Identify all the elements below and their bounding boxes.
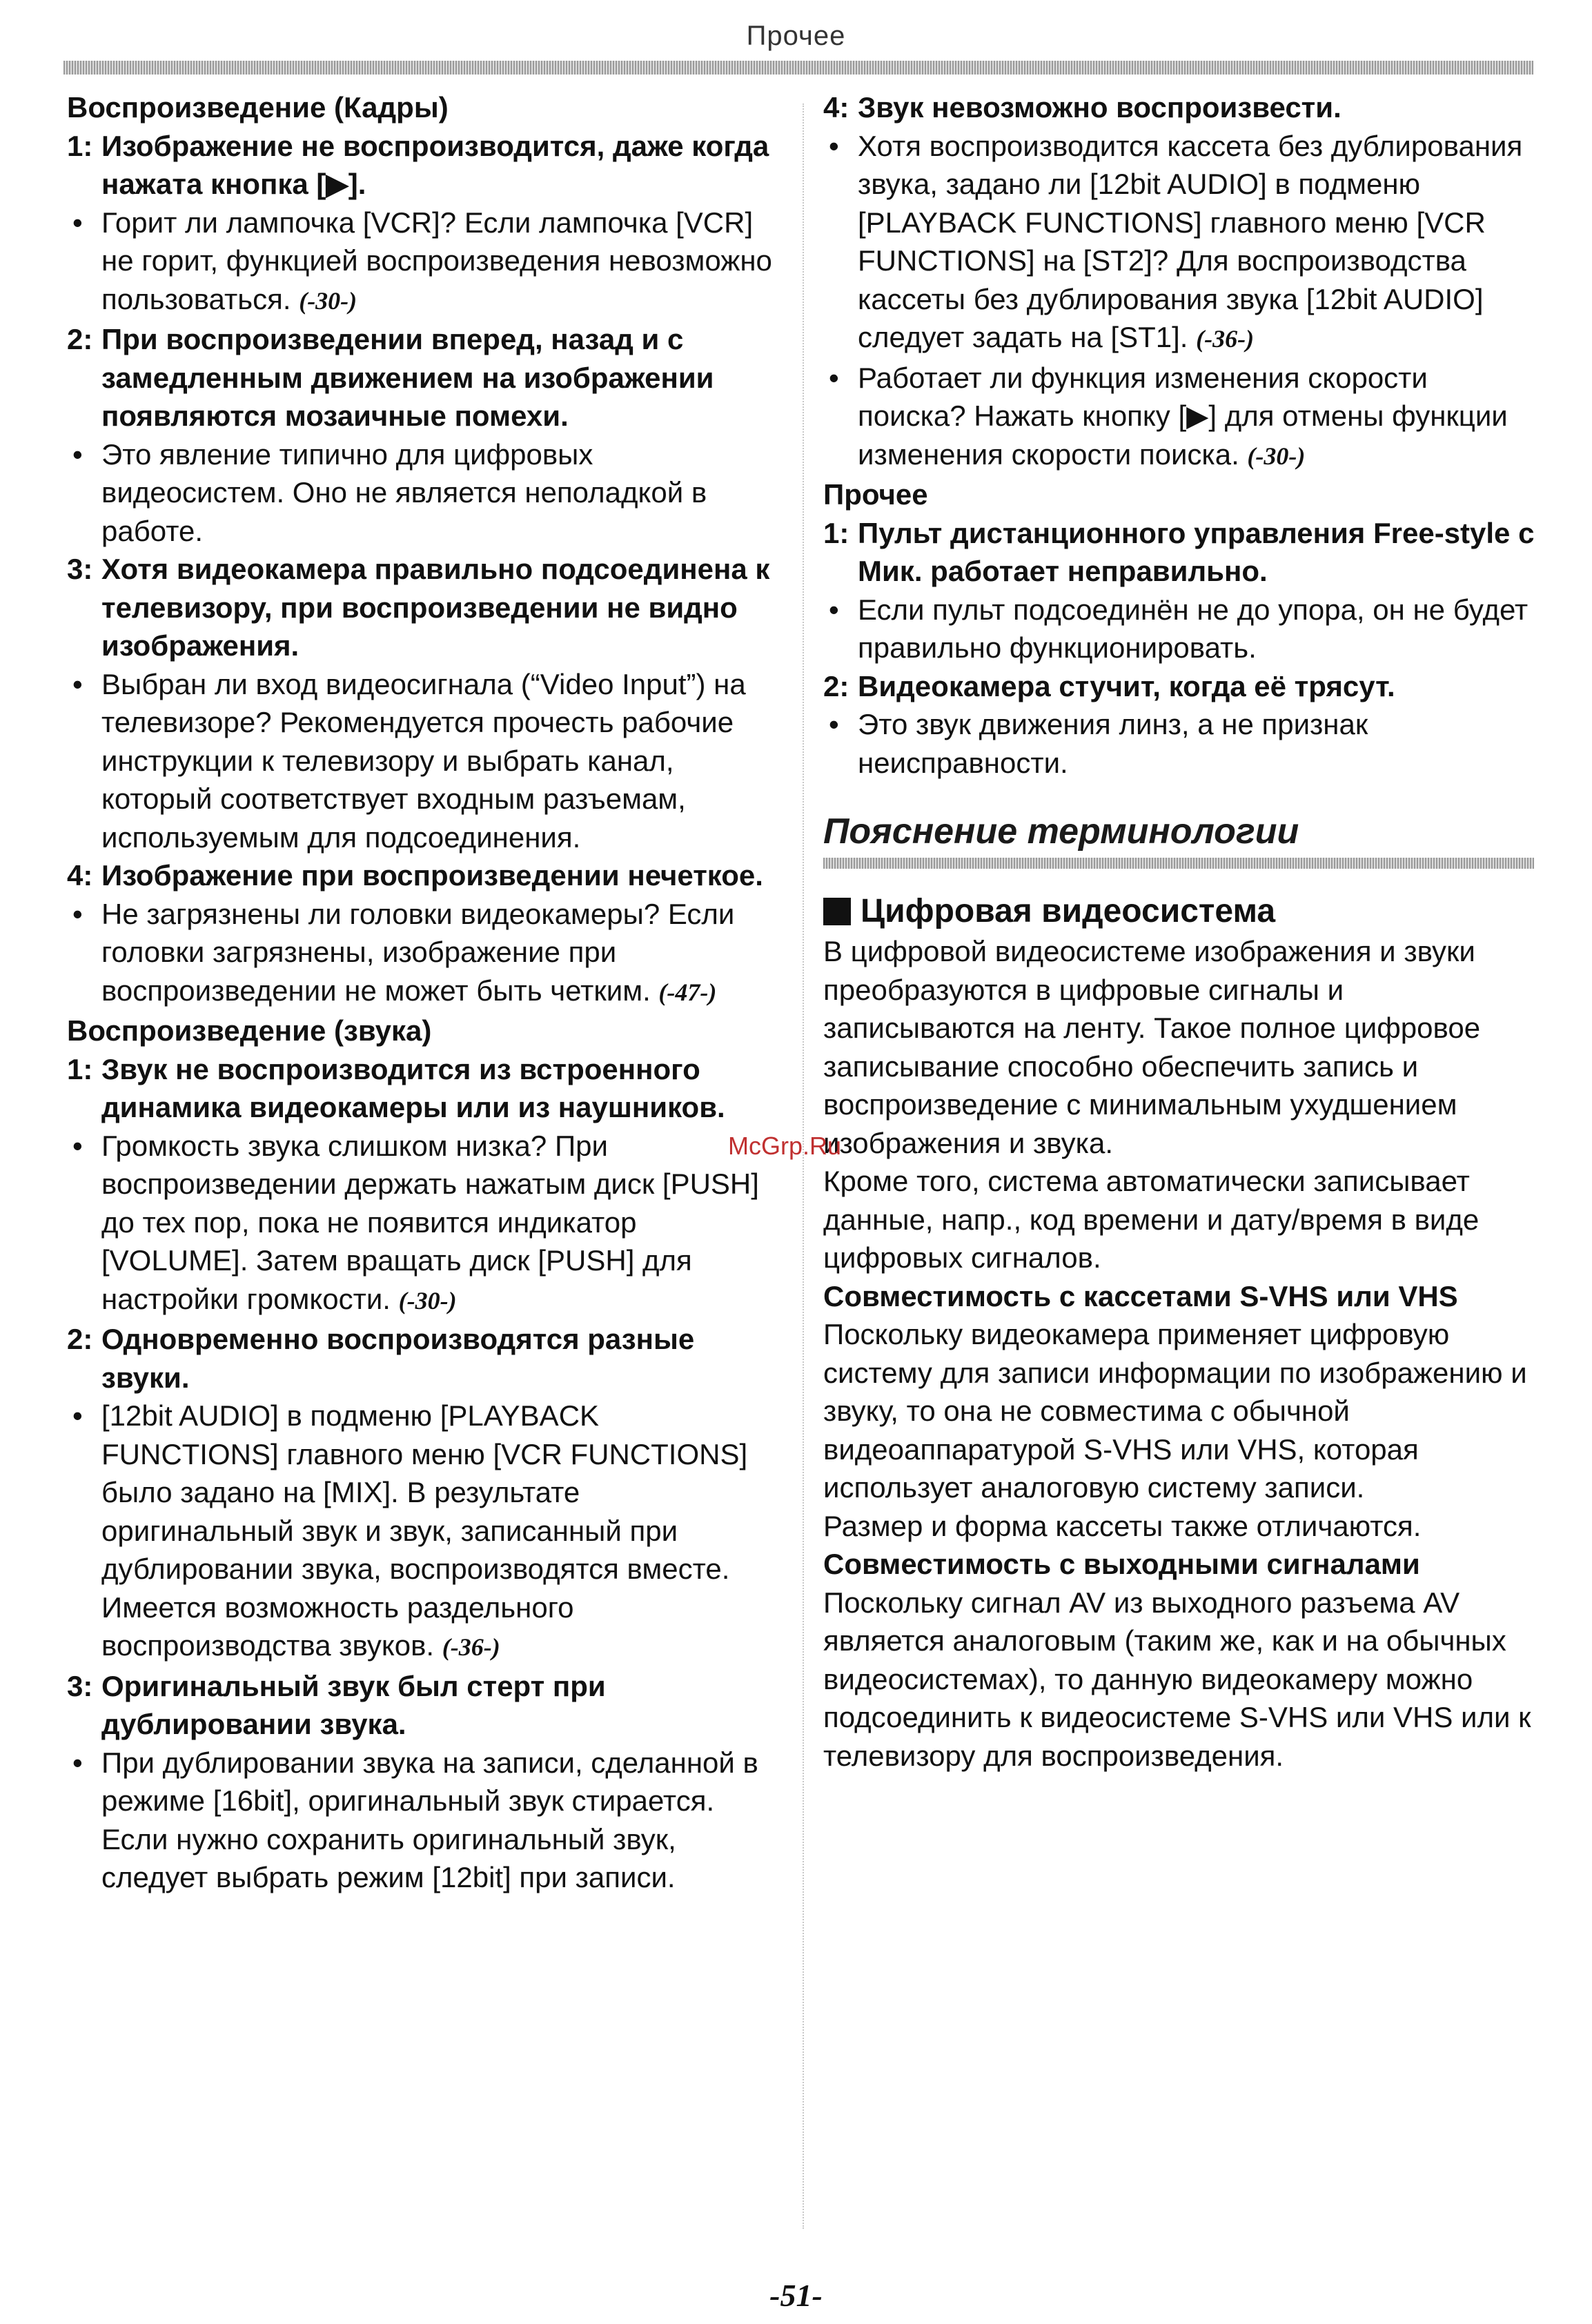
bullet-icon: • [72, 437, 83, 471]
question-number: 4: [67, 859, 93, 892]
watermark-text: McGrp.Ru [728, 1132, 842, 1160]
answer-text [858, 591, 1541, 667]
question-text: Звук не воспроизводится из встроенного динамика видеокамеры или из наушников. [101, 1052, 725, 1123]
answer-bullet [823, 127, 1541, 359]
question-item [67, 320, 778, 435]
answer-body: При дублировании звука на записи, сделанной в режиме [16bit], оригинальный звук стирается. Если нужно сохранить оригинальный звук, следует выбрать режим [12bit] при записи. [101, 1746, 758, 1893]
answer-body: Это явление типично для цифровых видеосистем. Оно не является неполадкой в работе. [101, 437, 707, 547]
section-heading: Совместимость с кассетами S-VHS или VHS [823, 1279, 1458, 1312]
question-item [67, 856, 778, 895]
answer-text [858, 127, 1541, 359]
bullet-icon: • [72, 1746, 83, 1779]
question-text: Видеокамера стучит, когда её трясут. [858, 669, 1395, 702]
answer-bullet [67, 665, 778, 857]
question-item [823, 667, 1541, 706]
glossary-subhead [823, 891, 1541, 932]
bullet-icon: • [72, 1129, 83, 1162]
question-number: 2: [67, 323, 93, 355]
troubleshooting-continued [823, 88, 1541, 782]
answer-bullet [823, 591, 1541, 667]
section-heading: Воспроизведение (звука) [67, 1014, 432, 1047]
question-item [823, 514, 1541, 591]
bullet-icon: • [829, 593, 839, 626]
answer-body: Громкость звука слишком низка? При воспроизведении держать нажатым диск [PUSH] до тех пор, пока не появится индикатор [VOLUME]. Затем вращать диск [PUSH] для настройки громкости. [101, 1129, 759, 1315]
question-text: Изображение не воспроизводится, даже когда нажата кнопка [▶]. [101, 129, 769, 200]
answer-body: Если пульт подсоединён не до упора, он не будет правильно функционировать. [858, 593, 1529, 664]
bullet-icon: • [72, 667, 83, 700]
right-column [823, 88, 1541, 1775]
paragraph: Кроме того, система автоматически записывает данные, напр., код времени и дату/время в виде цифровых сигналов. [823, 1165, 1480, 1274]
section-heading: Воспроизведение (Кадры) [67, 91, 449, 124]
question-text: Изображение при воспроизведении нечеткое. [101, 859, 763, 892]
paragraph: В цифровой видеосистеме изображения и звуки преобразуются в цифровые сигналы и записываются на ленту. Такое полное цифровое записывание способно обеспечить запись и воспроизведение с минимальным ухудшением изображения и звука. [823, 935, 1481, 1159]
bullet-icon: • [72, 1399, 83, 1432]
question-text: Оригинальный звук был стерт при дублировании звука. [101, 1669, 606, 1740]
answer-body: Работает ли функция изменения скорости поиска? Нажать кнопку [▶] для отмены функции изменения скорости поиска. [858, 361, 1508, 471]
page-reference: (-36-) [442, 1633, 500, 1661]
question-item [67, 550, 778, 665]
answer-text [101, 435, 778, 551]
question-number: 2: [67, 1323, 93, 1355]
question-number: 1: [67, 129, 93, 162]
paragraph: Размер и форма кассеты также отличаются. [823, 1509, 1422, 1542]
bullet-icon: • [829, 708, 839, 740]
paragraph: Поскольку видеокамера применяет цифровую систему для записи информации по изображению и звуку, то она не совместима с обычной видеоаппаратурой S-VHS или VHS, которая использует аналоговую систему записи. [823, 1318, 1527, 1504]
answer-body: Это звук движения линз, а не признак неисправности. [858, 708, 1368, 779]
glossary-subhead-text: Цифровая видеосистема [861, 893, 1276, 929]
answer-text [101, 1744, 778, 1897]
page-reference: (-30-) [398, 1286, 457, 1314]
left-column [67, 88, 778, 1897]
bullet-icon: • [829, 361, 839, 394]
answer-text [101, 204, 778, 321]
answer-body: Не загрязнены ли головки видеокамеры? Если головки загрязнены, изображение при воспроизведении не может быть четким. [101, 897, 735, 1007]
answer-text [858, 705, 1541, 782]
answer-bullet [823, 359, 1541, 476]
question-text: При воспроизведении вперед, назад и с замедленным движением на изображении появляются мозаичные помехи. [101, 323, 714, 432]
question-number: 2: [823, 669, 849, 702]
question-number: 4: [823, 91, 849, 124]
question-item [67, 127, 778, 204]
question-number: 3: [67, 553, 93, 585]
page-reference: (-30-) [299, 286, 357, 315]
question-text: Звук невозможно воспроизвести. [858, 91, 1342, 124]
header-decorative-band [63, 61, 1533, 75]
question-item [67, 1050, 778, 1127]
answer-bullet [67, 1397, 778, 1667]
answer-text [101, 1127, 778, 1321]
answer-text [101, 665, 778, 857]
question-item [823, 88, 1541, 127]
answer-text [858, 359, 1541, 476]
section-heading: Совместимость с выходными сигналами [823, 1548, 1420, 1580]
answer-text [101, 895, 778, 1012]
question-item [67, 1320, 778, 1397]
question-number: 1: [67, 1052, 93, 1085]
answer-bullet [67, 204, 778, 321]
question-text: Пульт дистанционного управления Free-style с Мик. работает неправильно. [858, 516, 1535, 587]
page-reference: (-30-) [1247, 442, 1306, 470]
question-number: 3: [67, 1669, 93, 1702]
answer-body: Горит ли лампочка [VCR]? Если лампочка [VCR] не горит, функцией воспроизведения невозможно пользоваться. [101, 206, 772, 315]
column-divider [803, 104, 804, 2229]
glossary-title: Пояснение терминологии [823, 811, 1299, 851]
bullet-icon: • [72, 897, 83, 930]
glossary-body [823, 932, 1541, 1775]
answer-text [101, 1397, 778, 1667]
glossary-decorative-band [823, 858, 1534, 869]
section-header-title: Прочее [746, 21, 846, 51]
answer-bullet [823, 705, 1541, 782]
answer-body: Хотя воспроизводится кассета без дублирования звука, задано ли [12bit AUDIO] в подменю [PLAYBACK FUNCTIONS] главного меню [VCR FUNCTIONS] на [ST2]? Для воспроизводства кассеты без дублирования звука [12bit AUDIO] следует задать на [ST1]. [858, 129, 1523, 353]
bullet-icon: • [829, 129, 839, 162]
question-text: Хотя видеокамера правильно подсоединена к телевизору, при воспроизведении не видно изображения. [101, 553, 770, 662]
bullet-icon: • [72, 206, 83, 239]
answer-bullet [67, 895, 778, 1012]
section-heading: Прочее [823, 478, 928, 511]
question-item [67, 1667, 778, 1744]
answer-bullet [67, 1744, 778, 1897]
question-number: 1: [823, 516, 849, 549]
answer-body: [12bit AUDIO] в подменю [PLAYBACK FUNCTIONS] главного меню [VCR FUNCTIONS] было задано на [MIX]. В результате оригинальный звук и звук, записанный при дублировании звука, воспроизводятся вместе. Имеется возможность раздельного воспроизводства звуков. [101, 1399, 748, 1662]
page-reference: (-47-) [658, 978, 717, 1006]
black-square-icon [823, 898, 851, 925]
answer-body: Выбран ли вход видеосигнала (“Video Input”) на телевизоре? Рекомендуется прочесть рабочие инструкции к телевизору и выбрать канал, который соответствует входным разъемам, используемым для подсоединения. [101, 667, 746, 854]
question-text: Одновременно воспроизводятся разные звуки. [101, 1323, 695, 1394]
answer-bullet [67, 435, 778, 551]
page-number: -51- [769, 2278, 823, 2313]
page-reference: (-36-) [1196, 325, 1255, 353]
answer-bullet [67, 1127, 778, 1321]
paragraph: Поскольку сигнал AV из выходного разъема AV является аналоговым (таким же, как и на обычных видеосистемах), то данную видеокамеру можно подсоединить к видеосистеме S-VHS или VHS или к телевизору для воспроизведения. [823, 1586, 1531, 1772]
